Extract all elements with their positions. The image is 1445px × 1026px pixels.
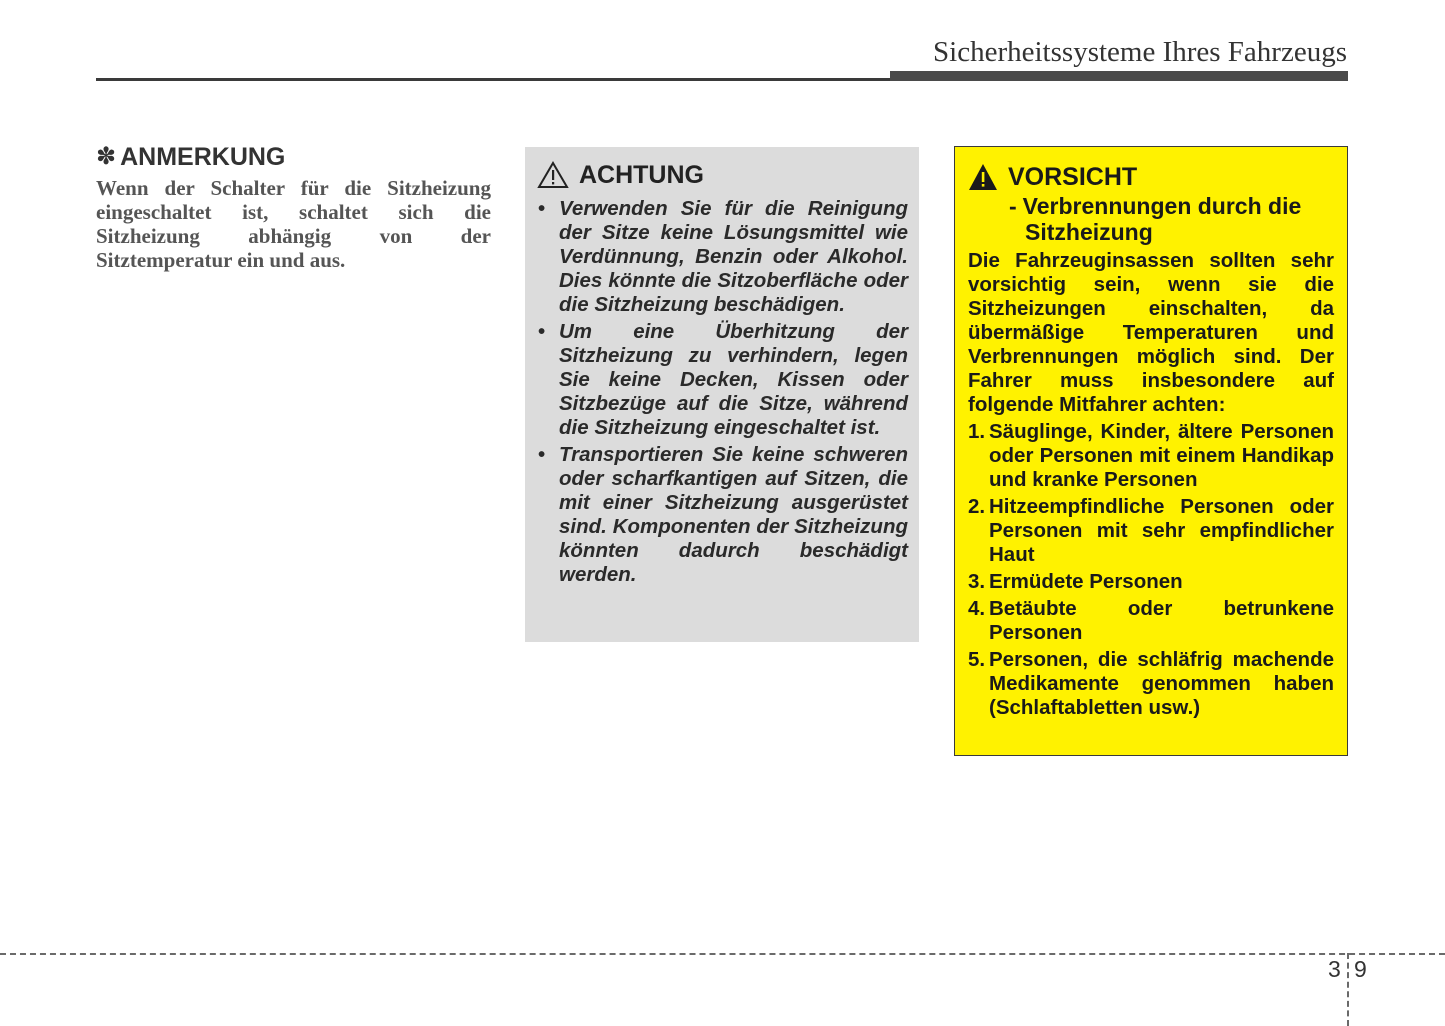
- list-item: [968, 597, 1334, 645]
- list-item: [968, 570, 1334, 594]
- warning-item-text: Hitzeempfindliche Personen oder Personen mit sehr empfindlicher Haut: [989, 495, 1334, 566]
- list-item: [537, 443, 908, 587]
- bullet: •: [538, 443, 546, 466]
- page-header-title: Sicherheitssysteme Ihres Fahrzeugs: [933, 36, 1347, 68]
- warning-subtitle-line2: Sitzheizung: [1025, 219, 1153, 245]
- warning-box: [954, 146, 1348, 756]
- warning-heading: [968, 161, 1334, 193]
- warning-item-text: Personen, die schläfrig machende Medikamente genommen haben (Schlaftabletten usw.): [989, 648, 1334, 719]
- bullet: •: [538, 197, 546, 220]
- caution-heading-label: ACHTUNG: [579, 160, 704, 189]
- list-number: 4.: [968, 597, 986, 620]
- caution-item-text: Verwenden Sie für die Reinigung der Sitze keine Lösungsmittel wie Verdünnung, Benzin oder Alkohol. Dies könnte die Sitzoberfläche oder die Sitzheizung beschädigen.: [559, 197, 908, 316]
- warning-intro: Die Fahrzeuginsassen sollten sehr vorsichtig sein, wenn sie die Sitzheizungen einschalten, da übermäßige Temperaturen und Verbrennungen möglich sind. Der Fahrer muss insbesondere auf folgende Mitfahrer achten:: [968, 249, 1334, 416]
- list-item: [537, 320, 908, 440]
- warning-triangle-filled-icon: [968, 163, 998, 191]
- list-item: [537, 197, 908, 317]
- warning-list: [968, 420, 1334, 720]
- header-rule: [96, 78, 892, 81]
- list-number: 5.: [968, 648, 986, 671]
- list-item: [968, 648, 1334, 720]
- caution-list: [537, 197, 908, 587]
- footer-dashed-divider: [1347, 953, 1349, 1026]
- list-number: 3.: [968, 570, 986, 593]
- header-rule-accent: [890, 71, 1348, 81]
- list-item: [968, 495, 1334, 567]
- note-text: Wenn der Schalter für die Sitzheizung eingeschaltet ist, schaltet sich die Sitzheizung abhängig von der Sitztemperatur ein und aus.: [96, 176, 491, 272]
- caution-item-text: Um eine Überhitzung der Sitzheizung zu verhindern, legen Sie keine Decken, Kissen oder Sitzbezüge auf die Sitze, während die Sitzheizung eingeschaltet ist.: [559, 320, 908, 439]
- warning-item-text: Säuglinge, Kinder, ältere Personen oder Personen mit einem Handikap und kranke Personen: [989, 420, 1334, 491]
- warning-triangle-outline-icon: [537, 161, 569, 189]
- caution-heading: [537, 159, 908, 191]
- warning-subtitle: [968, 193, 1334, 245]
- caution-box: [525, 147, 919, 642]
- note-section: [96, 142, 491, 272]
- chapter-number: 3: [1328, 956, 1341, 982]
- list-number: 1.: [968, 420, 986, 443]
- note-asterisk-icon: ✽: [96, 143, 117, 170]
- warning-heading-label: VORSICHT: [1008, 162, 1138, 191]
- note-heading: [96, 142, 491, 172]
- caution-item-text: Transportieren Sie keine schweren oder scharfkantigen auf Sitzen, die mit einer Sitzheizung ausgerüstet sind. Komponenten der Sitzheizung könnten dadurch beschädigt werden.: [559, 443, 908, 586]
- list-item: [968, 420, 1334, 492]
- subtitle-dash: -: [1009, 193, 1017, 219]
- bullet: •: [538, 320, 546, 343]
- warning-item-text: Betäubte oder betrunkene Personen: [989, 597, 1334, 644]
- list-number: 2.: [968, 495, 986, 518]
- note-heading-label: ANMERKUNG: [120, 143, 286, 171]
- warning-subtitle-line1: Verbrennungen durch die: [1022, 193, 1302, 219]
- page-number: 9: [1354, 956, 1367, 982]
- warning-item-text: Ermüdete Personen: [989, 570, 1183, 593]
- footer-dashed-rule: [0, 953, 1445, 955]
